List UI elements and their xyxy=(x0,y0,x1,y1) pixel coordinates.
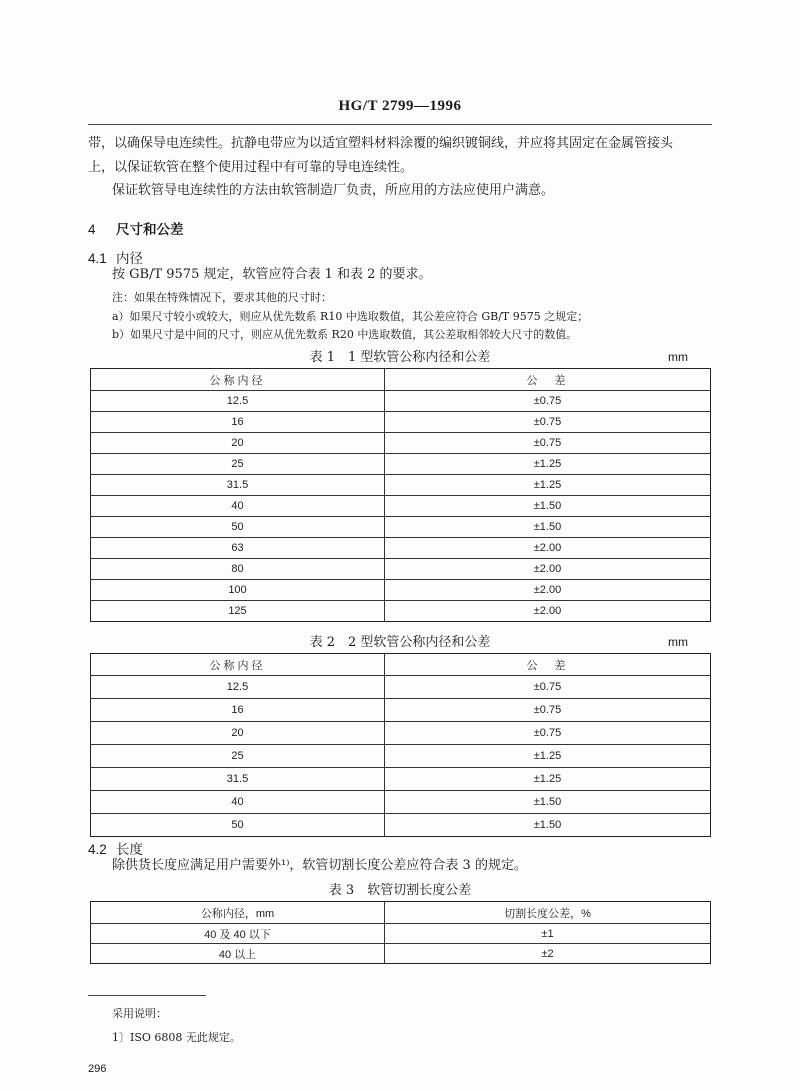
page-number: 296 xyxy=(88,1063,107,1075)
note-intro: 注：如果在特殊情况下，要求其他的尺寸时： xyxy=(112,291,332,304)
table-1-cell-diameter: 25 xyxy=(91,454,385,475)
table-row xyxy=(91,517,711,538)
table-row xyxy=(91,391,711,412)
intro-line-2: 上，以保证软管在整个使用过程中有可靠的导电连续性。 xyxy=(88,160,414,175)
table-1-cell-tolerance: ±0.75 xyxy=(385,391,711,412)
table-1-cell-tolerance: ±2.00 xyxy=(385,601,711,622)
table-2-header-tolerance: 公 差 xyxy=(385,654,711,676)
table-3 xyxy=(90,901,711,964)
table-2-cell-diameter: 16 xyxy=(91,699,385,722)
section-42-heading xyxy=(88,838,143,858)
section-4-heading xyxy=(88,218,184,238)
table-2-cell-tolerance: ±1.25 xyxy=(385,745,711,768)
table-row xyxy=(91,924,711,944)
table-row xyxy=(91,814,711,837)
footnote-text: 1〕ISO 6808 无此规定。 xyxy=(112,1031,241,1044)
table-2-cell-tolerance: ±1.25 xyxy=(385,768,711,791)
table-3-cell-diameter: 40 及 40 以下 xyxy=(91,924,385,944)
header-rule xyxy=(88,124,712,125)
table-1-cell-tolerance: ±1.50 xyxy=(385,496,711,517)
table-1-header-diameter: 公称内径 xyxy=(91,369,385,391)
table-2-cell-diameter: 40 xyxy=(91,791,385,814)
table-row xyxy=(91,412,711,433)
table-row xyxy=(91,454,711,475)
table-3-cell-diameter: 40 以上 xyxy=(91,944,385,964)
section-4-title: 尺寸和公差 xyxy=(116,222,184,238)
table-1-header-tolerance: 公 差 xyxy=(385,369,711,391)
table-row xyxy=(91,944,711,964)
note-a: a）如果尺寸较小或较大，则应从优先数系 R10 中选取数值，其公差应符合 GB/T 9575 之规定； xyxy=(112,310,589,323)
table-1-cell-tolerance: ±2.00 xyxy=(385,559,711,580)
table-1-unit: mm xyxy=(668,350,688,364)
table-2-cell-tolerance: ±1.50 xyxy=(385,791,711,814)
footnote-title: 采用说明： xyxy=(112,1007,167,1020)
table-1-cell-diameter: 31.5 xyxy=(91,475,385,496)
table-1-cell-diameter: 40 xyxy=(91,496,385,517)
section-42-title: 长度 xyxy=(116,842,143,858)
note-b: b）如果尺寸是中间的尺寸，则应从优先数系 R20 中选取数值，其公差取相邻较大尺寸的数值。 xyxy=(112,328,578,341)
table-2-cell-tolerance: ±0.75 xyxy=(385,699,711,722)
table-1-cell-tolerance: ±1.25 xyxy=(385,454,711,475)
section-42-text: 除供货长度应满足用户需要外¹⁾，软管切割长度公差应符合表 3 的规定。 xyxy=(112,858,527,873)
table-1-cell-diameter: 16 xyxy=(91,412,385,433)
section-41-text: 按 GB/T 9575 规定，软管应符合表 1 和表 2 的要求。 xyxy=(112,267,432,282)
standard-code: HG/T 2799—1996 xyxy=(338,98,462,114)
table-2-cell-tolerance: ±1.50 xyxy=(385,814,711,837)
table-3-cell-tolerance: ±1 xyxy=(385,924,711,944)
section-42-number: 4.2 xyxy=(88,842,107,857)
table-1-cell-tolerance: ±0.75 xyxy=(385,412,711,433)
table-3-header-diameter: 公称内径，mm xyxy=(91,902,385,924)
table-1-header-row xyxy=(91,369,711,391)
footnote-rule xyxy=(88,995,206,996)
table-1-cell-tolerance: ±1.50 xyxy=(385,517,711,538)
section-4-number: 4 xyxy=(88,222,96,237)
table-row xyxy=(91,745,711,768)
table-2-caption: 表 2 2 型软管公称内径和公差 xyxy=(309,635,491,650)
table-row xyxy=(91,699,711,722)
table-1-caption: 表 1 1 型软管公称内径和公差 xyxy=(309,350,491,365)
table-2 xyxy=(90,653,711,837)
table-1-cell-tolerance: ±0.75 xyxy=(385,433,711,454)
table-2-unit: mm xyxy=(668,635,688,649)
table-2-cell-tolerance: ±0.75 xyxy=(385,676,711,699)
table-1-cell-diameter: 12.5 xyxy=(91,391,385,412)
intro-line-1: 带，以确保导电连续性。抗静电带应为以适宜塑料材料涂覆的编织镀铜线，并应将其固定在金属管接头 xyxy=(88,136,674,151)
table-2-header-diameter: 公称内径 xyxy=(91,654,385,676)
table-1-cell-diameter: 125 xyxy=(91,601,385,622)
table-row xyxy=(91,722,711,745)
section-41-heading xyxy=(88,247,143,267)
table-2-cell-tolerance: ±0.75 xyxy=(385,722,711,745)
table-3-header-tolerance: 切割长度公差，% xyxy=(385,902,711,924)
table-row xyxy=(91,791,711,814)
table-row xyxy=(91,768,711,791)
table-1 xyxy=(90,368,711,622)
table-2-cell-diameter: 20 xyxy=(91,722,385,745)
table-row xyxy=(91,538,711,559)
table-1-cell-tolerance: ±2.00 xyxy=(385,538,711,559)
table-2-cell-diameter: 25 xyxy=(91,745,385,768)
table-1-cell-diameter: 50 xyxy=(91,517,385,538)
table-row xyxy=(91,433,711,454)
table-1-cell-diameter: 20 xyxy=(91,433,385,454)
table-row xyxy=(91,580,711,601)
table-1-cell-diameter: 100 xyxy=(91,580,385,601)
table-row xyxy=(91,601,711,622)
table-2-cell-diameter: 50 xyxy=(91,814,385,837)
section-41-title: 内径 xyxy=(116,251,143,267)
table-1-cell-tolerance: ±1.25 xyxy=(385,475,711,496)
table-row xyxy=(91,559,711,580)
table-2-cell-diameter: 31.5 xyxy=(91,768,385,791)
table-row xyxy=(91,475,711,496)
table-1-cell-tolerance: ±2.00 xyxy=(385,580,711,601)
intro-line-3: 保证软管导电连续性的方法由软管制造厂负责，所应用的方法应使用户满意。 xyxy=(112,183,555,198)
table-1-cell-diameter: 80 xyxy=(91,559,385,580)
table-row xyxy=(91,676,711,699)
table-1-cell-diameter: 63 xyxy=(91,538,385,559)
table-2-cell-diameter: 12.5 xyxy=(91,676,385,699)
table-2-header-row xyxy=(91,654,711,676)
table-row xyxy=(91,496,711,517)
table-3-cell-tolerance: ±2 xyxy=(385,944,711,964)
table-3-header-row xyxy=(91,902,711,924)
table-3-caption: 表 3 软管切割长度公差 xyxy=(328,883,472,898)
section-41-number: 4.1 xyxy=(88,251,107,266)
